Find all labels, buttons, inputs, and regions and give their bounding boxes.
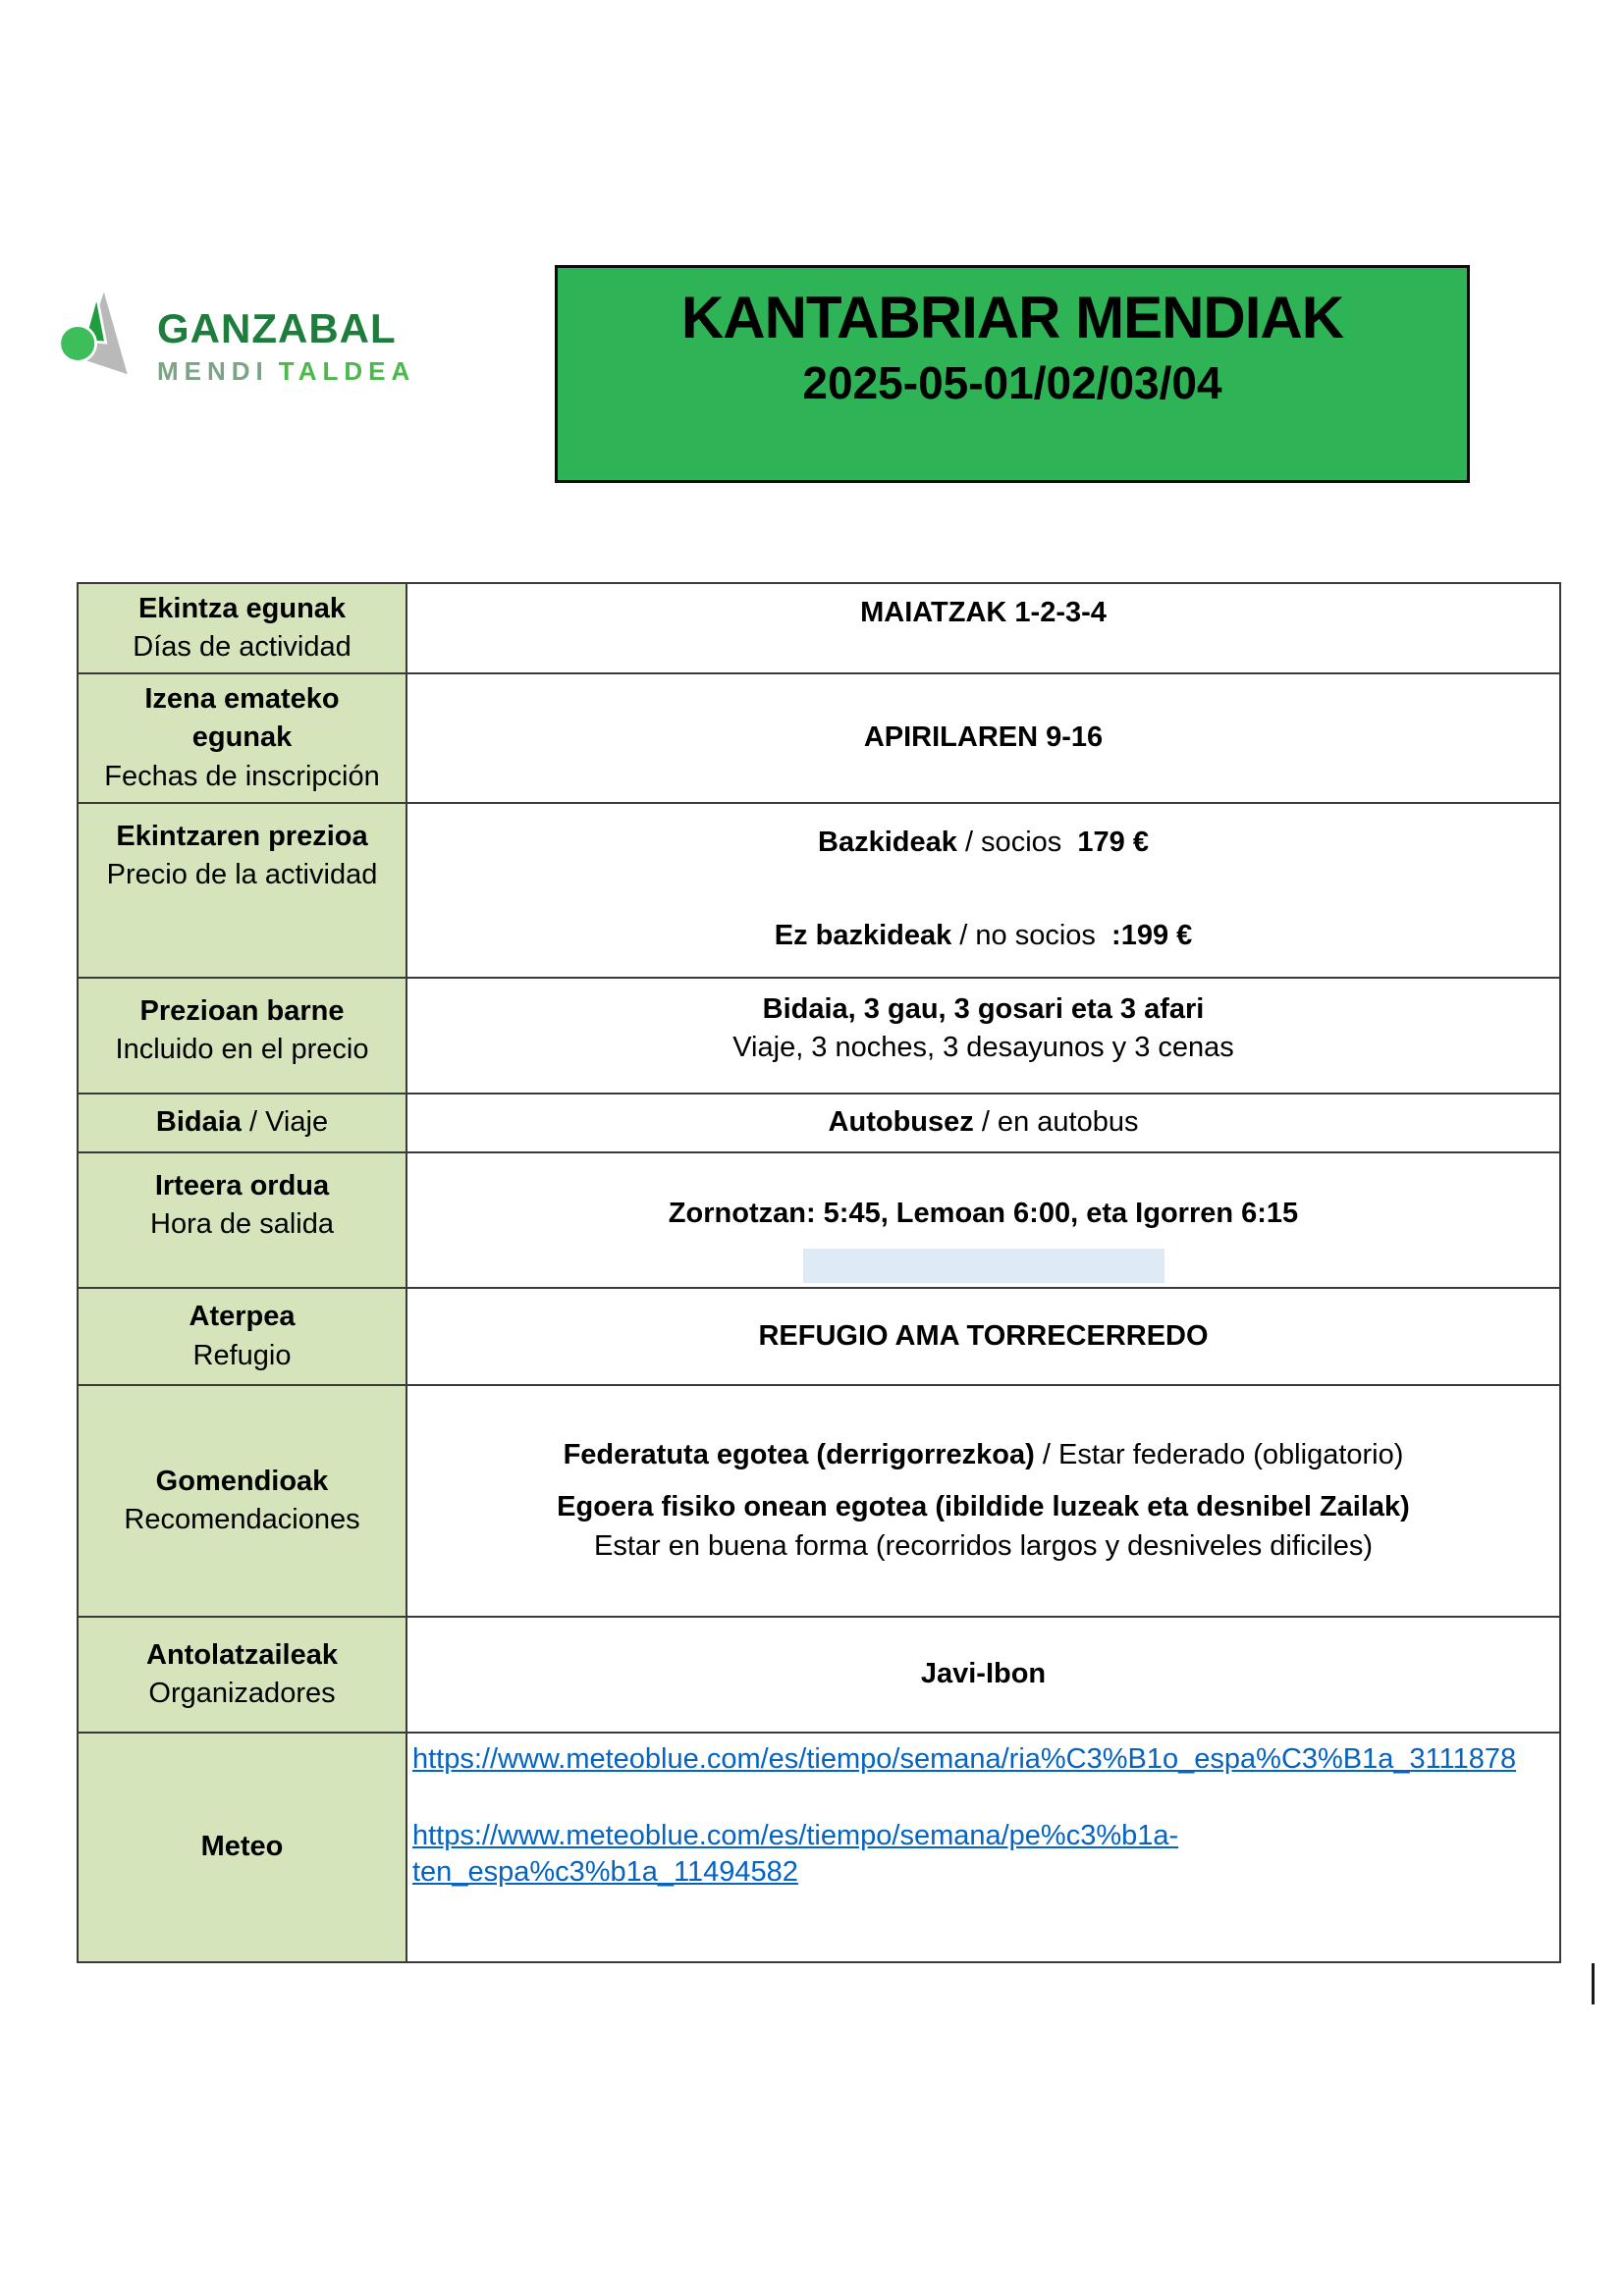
recommendation-fitness [557, 1488, 1410, 1565]
meteoblue-link-penaten[interactable]: https://www.meteoblue.com/es/tiempo/semana/pe%c3%b1a-ten_espa%c3%b1a_11494582 [412, 1819, 1179, 1889]
label-es: Días de actividad [133, 631, 352, 663]
label-price [79, 804, 407, 977]
table-row-refuge [79, 1287, 1559, 1384]
event-dates: 2025-05-01/02/03/04 [802, 357, 1222, 408]
price-non-members-amount: :199 € [1095, 920, 1193, 952]
label-eu: Irteera ordua [154, 1170, 330, 1201]
refuge-name: REFUGIO AMA TORRECERREDO [758, 1319, 1209, 1352]
label-eu: Ekintzaren prezioa [116, 821, 368, 852]
table-row-organizers [79, 1616, 1559, 1732]
organizers-names: Javi-Ibon [920, 1658, 1047, 1690]
ganzabal-logo [57, 287, 415, 384]
departure-times: Zornotzan: 5:45, Lemoan 6:00, eta Igorren 6:15 [668, 1198, 1299, 1229]
label-eu: Gomendioak [155, 1465, 329, 1497]
label-included [79, 979, 407, 1093]
recommendation-fitness-eu: Egoera fisiko onean egotea (ibildide luzeak eta desnibel Zailak) [557, 1491, 1410, 1523]
recommendation-federation-eu: Federatuta egotea (derrigorrezkoa) [563, 1439, 1035, 1471]
included-es: Viaje, 3 noches, 3 desayunos y 3 cenas [732, 1032, 1234, 1064]
table-row-registration-dates [79, 672, 1559, 802]
empty-highlighted-area [803, 1249, 1164, 1283]
value-refuge [407, 1289, 1559, 1384]
logo-text [157, 305, 416, 386]
label-es: Fechas de inscripción [104, 760, 380, 792]
label-eu: Ekintza egunak [137, 592, 347, 624]
label-es: Hora de salida [150, 1208, 334, 1241]
recommendation-fitness-es: Estar en buena forma (recorridos largos y desniveles dificiles) [593, 1529, 1373, 1562]
activity-days-value: MAIATZAK 1-2-3-4 [860, 597, 1107, 628]
table-row-included [79, 977, 1559, 1093]
value-price [407, 804, 1559, 977]
table-row-travel [79, 1093, 1559, 1151]
price-non-members [775, 917, 1193, 955]
travel-line [829, 1103, 1139, 1142]
label-eu: Aterpea [189, 1301, 296, 1333]
label-es: Incluido en el precio [115, 1034, 369, 1066]
label-eu: Meteo [200, 1831, 284, 1863]
label-travel [79, 1095, 407, 1151]
value-included [407, 979, 1559, 1093]
label-eu: Prezioan barne [139, 995, 345, 1027]
label-departure [79, 1153, 407, 1287]
event-info-table [77, 582, 1561, 1963]
travel-es: / en autobus [973, 1106, 1139, 1139]
label-refuge [79, 1289, 407, 1384]
meteoblue-link-riano[interactable]: https://www.meteoblue.com/es/tiempo/semana/ria%C3%B1o_espa%C3%B1a_3111878 [412, 1743, 1517, 1775]
registration-dates-value: APIRILAREN 9-16 [863, 721, 1104, 754]
label-es: Precio de la actividad [106, 859, 378, 891]
label-registration-dates [79, 674, 407, 802]
label-eu: Bidaia [155, 1106, 242, 1139]
label-recommendations [79, 1386, 407, 1616]
logo-subtitle-taldea: TALDEA [278, 356, 416, 386]
value-departure [407, 1153, 1559, 1287]
value-weather [407, 1734, 1559, 1961]
table-row-departure [79, 1151, 1559, 1287]
label-es: Refugio [192, 1339, 292, 1371]
label-activity-days [79, 584, 407, 672]
label-eu: Izena emateko egunak [144, 683, 348, 754]
value-organizers [407, 1618, 1559, 1732]
label-eu: Antolatzaileak [146, 1638, 338, 1671]
logo-name: GANZABAL [157, 305, 397, 351]
logo-subtitle-mendi: MENDI [157, 356, 269, 386]
table-row-weather [79, 1732, 1559, 1961]
title-banner [555, 265, 1470, 483]
price-members-eu: Bazkideak [818, 827, 957, 858]
text-cursor-mark [1592, 1963, 1595, 2004]
price-non-members-eu: Ez bazkideak [774, 920, 952, 952]
value-recommendations [407, 1386, 1559, 1616]
mountain-circle-logo-icon [57, 287, 147, 377]
included-eu: Bidaia, 3 gau, 3 gosari eta 3 afari [762, 993, 1205, 1025]
label-es: / Viaje [241, 1106, 329, 1139]
event-title: KANTABRIAR MENDIAK [680, 285, 1344, 350]
value-travel [407, 1095, 1559, 1151]
price-non-members-es: / no socios [951, 920, 1096, 952]
table-row-activity-days [79, 584, 1559, 672]
value-activity-days [407, 584, 1559, 672]
label-es: Organizadores [148, 1678, 336, 1709]
price-members [818, 824, 1149, 862]
recommendation-federation-es: / Estar federado (obligatorio) [1034, 1439, 1404, 1471]
travel-eu: Autobusez [828, 1106, 974, 1139]
label-es: Recomendaciones [124, 1504, 360, 1535]
label-line [156, 1103, 328, 1142]
label-weather [79, 1734, 407, 1961]
price-members-amount: 179 € [1061, 827, 1149, 858]
value-registration-dates [407, 674, 1559, 802]
table-row-recommendations [79, 1384, 1559, 1616]
logo-subtitle [157, 358, 415, 384]
table-row-price [79, 802, 1559, 977]
label-organizers [79, 1618, 407, 1732]
price-members-es: / socios [956, 827, 1062, 858]
recommendation-federation [564, 1436, 1404, 1474]
